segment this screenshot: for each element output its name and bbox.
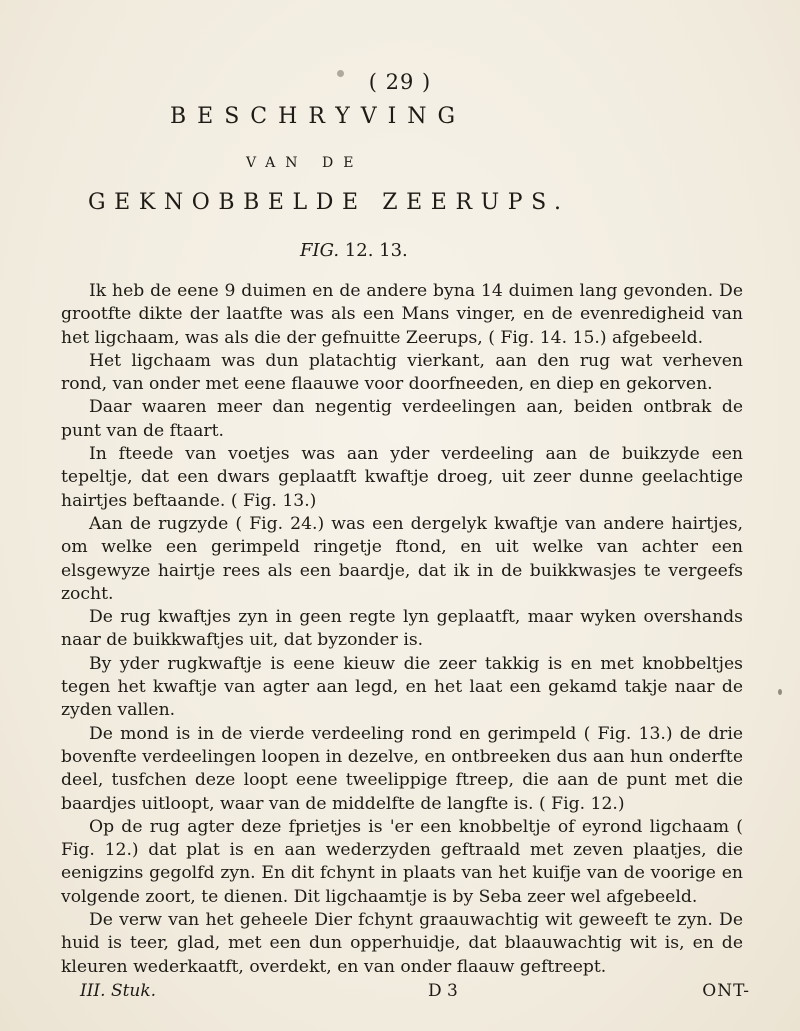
figure-label: FIG. bbox=[300, 240, 340, 261]
volume-label: III. Stuk. bbox=[80, 981, 157, 1001]
paragraph: Het ligchaam was dun platachtig vierkant, aan den rug wat verheven rond, van onder met eene flaauwe voor doorfneeden, en diep en gekorven. bbox=[61, 350, 743, 395]
page-number: ( 29 ) bbox=[368, 70, 432, 94]
title-line-3: GEKNOBBELDE ZEERUPS. bbox=[88, 190, 570, 215]
paragraph: By yder rugkwaftje is eene kieuw die zeer takkig is en met knobbeltjes tegen het kwaftje van agter aan legd, en het laat een gekamd takje naar de zyden vallen. bbox=[61, 653, 743, 721]
title-line-1: BESCHRYVING bbox=[170, 104, 467, 129]
paragraph: De mond is in de vierde verdeeling rond en gerimpeld ( Fig. 13.) de drie bovenfte verdeelingen loopen in dezelve, en ontbreeken dus aan hun onderfte deel, tusfchen deze loopt eene tweelippige ftreep, die aan de punt met die baardjes uitloopt, waar van de middelfte de langfte is. ( Fig. 12.) bbox=[61, 723, 743, 814]
paragraph: Aan de rugzyde ( Fig. 24.) was een dergelyk kwaftje van andere hairtjes, om welke een gerimpeld ringetje ftond, en uit welke van achter een elsgewyze hairtje rees als een baardje, dat ik in de buikkwasjes te vergeefs zocht. bbox=[61, 513, 743, 604]
signature-mark: D 3 bbox=[428, 981, 458, 1001]
paragraph: De verw van het geheele Dier fchynt graauwachtig wit geweeft te zyn. De huid is teer, glad, met een dun opperhuidje, dat blaauwachtig wit is, en de kleuren wederkaatft, overdekt, en van onder flaauw geftreept. bbox=[61, 910, 743, 977]
paragraph: Op de rug agter deze fprietjes is 'er een knobbeltje of eyrond ligchaam ( Fig. 12.) dat plat is en aan wederzyden geftraald met zeven plaatjes, die eenigzins gegolfd zyn. En dit fchynt in plaats van het kuifje van de voorige en volgende zoort, te dienen. Dit ligchaamtje is by Seba zeer wel afgebeeld. bbox=[61, 816, 743, 907]
paragraph: De rug kwaftjes zyn in geen regte lyn geplaatft, maar wyken overshands naar de buikkwaftjes uit, dat byzonder is. bbox=[61, 607, 743, 651]
catchword: ONT- bbox=[702, 981, 750, 1001]
paragraph: In fteede van voetjes was aan yder verdeeling aan de buikzyde een tepeltje, dat een dwars geplaatft kwaftje droeg, uit zeer dunne geelachtige hairtjes beftaande. ( Fig. 13.) bbox=[61, 444, 743, 511]
paragraph: Ik heb de eene 9 duimen en de andere byna 14 duimen lang gevonden. De grootfte dikte der laatfte was als een Mans vinger, en de evenredigheid van het ligchaam, was als die der gefnuitte Zeerups, ( Fig. 14. 15.) afgebeeld. bbox=[61, 281, 743, 348]
page-footer bbox=[80, 981, 750, 1003]
title-line-2: VAN DE bbox=[246, 155, 364, 171]
ink-speck bbox=[778, 689, 782, 695]
body-text bbox=[61, 280, 743, 979]
figure-numbers: 12. 13. bbox=[344, 240, 408, 261]
figure-reference bbox=[300, 240, 500, 261]
paragraph: Daar waaren meer dan negentig verdeelingen aan, beiden ontbrak de punt van de ftaart. bbox=[61, 397, 743, 441]
